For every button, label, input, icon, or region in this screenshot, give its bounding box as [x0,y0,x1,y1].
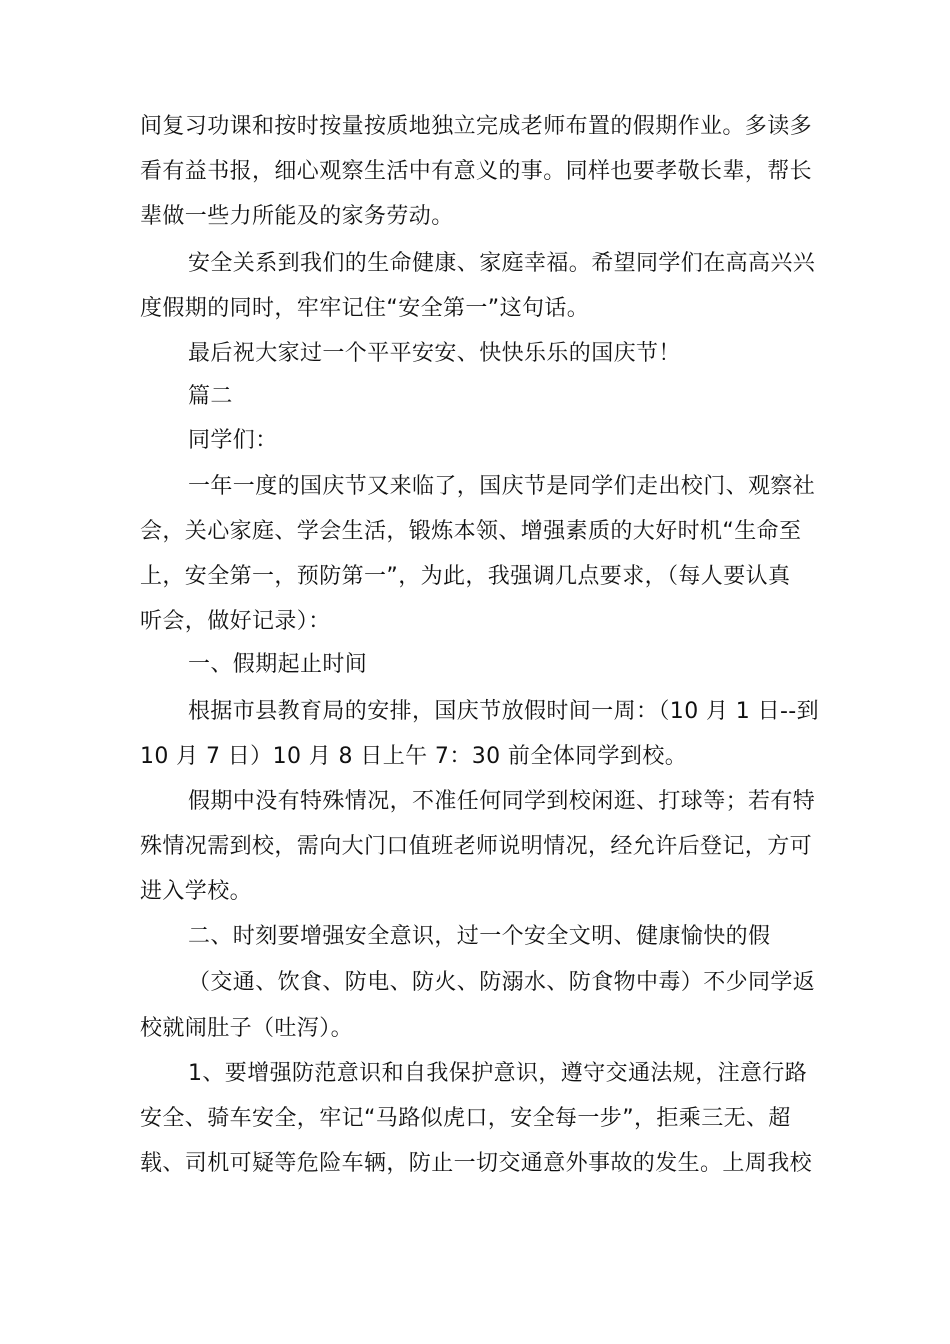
text-line: 上，安全第一，预防第一”，为此，我强调几点要求，（每人要认真 [140,564,791,589]
text-line: 听会，做好记录）： [140,609,331,634]
text-line: 1、要增强防范意识和自我保护意识，遵守交通法规，注意行路 [188,1061,808,1086]
text-line: 校就闹肚子（吐泻）。 [140,1016,354,1041]
text-line: 度假期的同时，牢牢记住“安全第一”这句话。 [140,296,590,321]
section-heading: 篇二 [188,384,233,409]
text-line: 殊情况需到校，需向大门口值班老师说明情况，经允许后登记，方可 [140,834,813,859]
text-line: 间复习功课和按时按量按质地独立完成老师布置的假期作业。多读多 [140,114,813,139]
subheading: 二、时刻要增强安全意识，过一个安全文明、健康愉快的假 [188,924,771,949]
text-line: 安全关系到我们的生命健康、家庭幸福。希望同学们在高高兴兴 [188,251,816,276]
text-line: 一年一度的国庆节又来临了，国庆节是同学们走出校门、观察社 [188,474,816,499]
text-line: 看有益书报，细心观察生活中有意义的事。同样也要孝敬长辈，帮长 [140,159,813,184]
text-line: 辈做一些力所能及的家务劳动。 [140,204,454,229]
text-line: 载、司机可疑等危险车辆，防止一切交通意外事故的发生。上周我校 [140,1151,813,1176]
text-line: 最后祝大家过一个平平安安、快快乐乐的国庆节！ [188,341,681,366]
text-line: 会，关心家庭、学会生活，锻炼本领、增强素质的大好时机“生命至 [140,519,802,544]
text-line: 根据市县教育局的安排，国庆节放假时间一周：（10 月 1 日--到 [188,699,820,724]
text-line: 假期中没有特殊情况，不准任何同学到校闲逛、打球等；若有特 [188,789,816,814]
text-line: 安全、骑车安全，牢记“马路似虎口，安全每一步”，拒乘三无、超 [140,1106,791,1131]
text-line: 进入学校。 [140,879,253,904]
text-line: 10 月 7 日）10 月 8 日上午 7：30 前全体同学到校。 [140,744,688,769]
text-line: （交通、饮食、防电、防火、防溺水、防食物中毒）不少同学返 [188,970,816,995]
salutation: 同学们： [188,428,278,453]
subheading: 一、假期起止时间 [188,652,368,677]
